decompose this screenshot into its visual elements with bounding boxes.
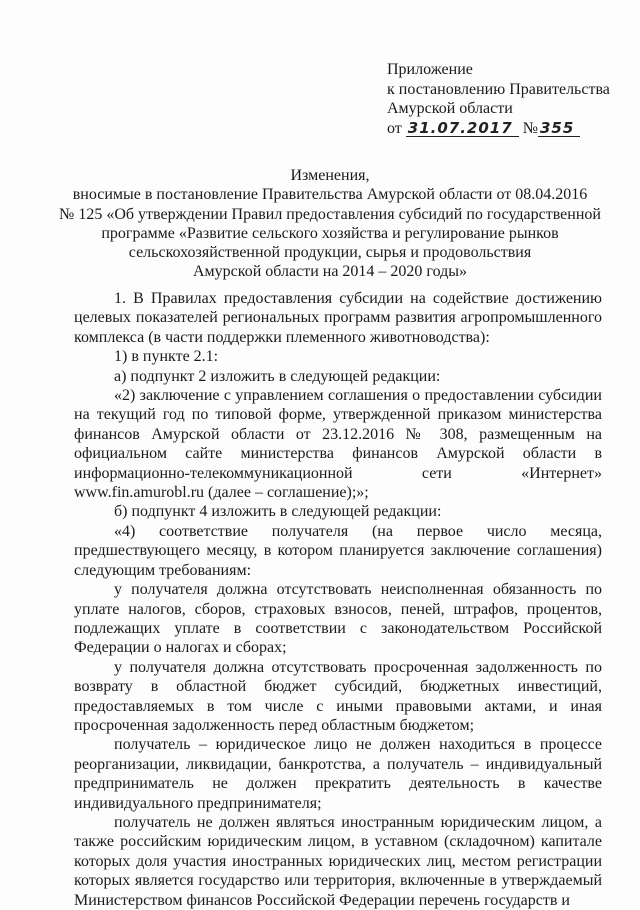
title-line-4: программе «Развитие сельского хозяйства и регулирование рынков: [101, 224, 559, 242]
paragraph-4: «2) заключение с управлением соглашения о предоставлении субсидии на текущий год по типовой форме, утвержденной приказом министерства финансов Амурской области от 23.12.2016 № 308, размещенным на официальном сайте министерства финансов Амурской области в информационно-телекоммуникационной сети «Интернет» www.fin.amurobl.ru (далее – соглашение);»;: [74, 387, 602, 502]
appendix-region: Амурской области: [387, 100, 513, 117]
title-line-3: № 125 «Об утверждении Правил предоставления субсидий по государственной: [59, 205, 601, 223]
appendix-resolution-ref: к постановлению Правительства: [387, 80, 610, 98]
appendix-date-line: [387, 119, 627, 139]
number-prefix: №: [522, 119, 538, 137]
document-body: [74, 289, 602, 910]
paragraph-1: 1. В Правилах предоставления субсидии на содействие достижению целевых показателей региональных программ развития агропромышленного комплекса (в части поддержки племенного животноводства):: [74, 290, 602, 346]
paragraph-5: б) подпункт 4 изложить в следующей редакции:: [114, 503, 442, 521]
paragraph-3: а) подпункт 2 изложить в следующей редакции:: [114, 367, 441, 385]
title-line-6: Амурской области на 2014 – 2020 годы»: [192, 263, 468, 281]
handwritten-date: 31.07.2017: [406, 120, 519, 137]
appendix-header: [387, 60, 627, 138]
appendix-label: Приложение: [387, 61, 473, 78]
title-line-1: Изменения,: [290, 167, 370, 184]
paragraph-7: у получателя должна отсутствовать неисполненная обязанность по уплате налогов, сборов, страховых взносов, пеней, штрафов, процентов, подлежащих уплате в соответствии с законодательством Российской Федерации о налогах и сборах;: [74, 581, 602, 657]
title-line-5: сельскохозяйственной продукции, сырья и продовольствия: [128, 244, 532, 262]
paragraph-2: 1) в пункте 2.1:: [114, 348, 219, 366]
paragraph-10: получатель не должен являться иностранным юридическим лицом, а также российским юридическим лицом, в уставном (складочном) капитале которых доля участия иностранных юридических лиц, местом регистрации которых является государство или территория, включенные в утверждаемый Министерством финансов Российской Федерации перечень государств и: [74, 813, 602, 909]
paragraph-8: у получателя должна отсутствовать просроченная задолженность по возврату в областной бюджет субсидий, бюджетных инвестиций, предоставляемых в том числе с иными правовыми актами, и иная просроченная задолженность перед областным бюджетом;: [74, 658, 602, 734]
document-title: [50, 166, 610, 282]
handwritten-number: 355: [538, 120, 580, 137]
paragraph-9: получатель – юридическое лицо не должен находиться в процессе реорганизации, ликвидации, банкротства, а получатель – индивидуальный предприниматель не должен прекратить деятельность в качестве индивидуального предпринимателя;: [74, 736, 602, 812]
paragraph-6: «4) соответствие получателя (на первое число месяца, предшествующего месяцу, в котором планируется заключение соглашения) следующим требованиям:: [74, 522, 602, 579]
title-line-2: вносимые в постановление Правительства Амурской области от 08.04.2016: [72, 186, 588, 204]
date-prefix: от: [387, 119, 402, 137]
